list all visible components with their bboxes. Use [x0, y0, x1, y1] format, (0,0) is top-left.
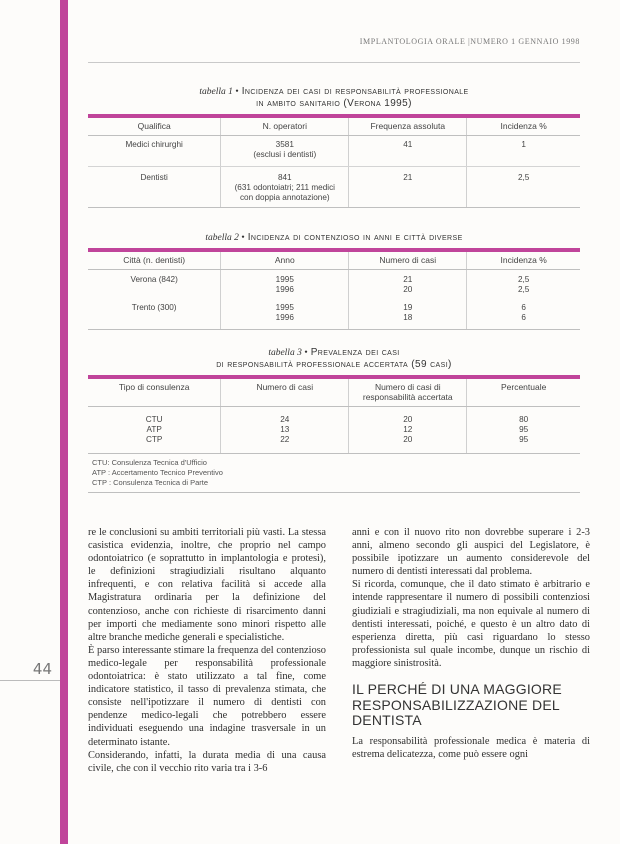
paragraph: È parso interessante stimare la frequenza del contenzioso medico-legale per responsabilità professionale odontoiatrica: è stato utilizzato a tal fine, come indicatore statistico, il tasso di prevalenza stimata, che consiste nell'ipotizzare il numero di dentisti con pendenze medico-legali che potrebbero essere individuati eseguendo una indagine trasversale in un determinato istante. — [88, 644, 326, 748]
table-3 — [88, 347, 580, 493]
table-1 — [88, 86, 580, 208]
table-row: Verona (842) 1995 1996 21 20 2,5 2,5 — [88, 270, 580, 298]
column-header: Anno — [221, 252, 349, 270]
table-header-row — [88, 118, 580, 136]
table-header-row — [88, 252, 580, 270]
table-1-bottom-rule — [88, 207, 580, 208]
table-header-row — [88, 379, 580, 407]
table-1-grid — [88, 118, 580, 207]
column-header: Numero di casi — [349, 252, 467, 270]
table-row: CTU ATP CTP 24 13 22 20 12 20 80 95 95 — [88, 407, 580, 454]
paragraph: re le conclusioni su ambiti territoriali più vasti. La stessa casistica evidenzia, inoltre, che proprio nel campo odontoiatrico (e soprattutto in implantologia e protesi), le definizioni stragiudiziali risultano alquanto infrequenti, e con relativa facilità si accede alla Magistratura ordinaria per la definizione del contenzioso, anche con richieste di risarcimento danni per importi che mediamente sono minori rispetto alle altre branche mediche generali e specialistiche. — [88, 527, 326, 643]
body-column-left — [88, 526, 326, 775]
table-2-bottom-rule — [88, 329, 580, 330]
table-2-caption: tabella 2 • Incidenza di contenzioso in anni e città diverse — [205, 232, 463, 243]
column-header: Città (n. dentisti) — [88, 252, 221, 270]
page-accent-bar — [60, 0, 68, 844]
page-number-rule — [0, 680, 60, 681]
column-header: Qualifica — [88, 118, 221, 136]
page-number: 44 — [32, 660, 52, 678]
section-title: IL PERCHÉ DI UNA MAGGIORE RESPONSABILIZZAZIONE DEL DENTISTA — [352, 681, 562, 729]
running-head: IMPLANTOLOGIA ORALE |NUMERO 1 GENNAIO 1998 — [359, 37, 580, 46]
table-3-grid — [88, 379, 580, 453]
paragraph: Considerando, infatti, la durata media di una causa civile, che con il vecchio rito varia tra i 3-6 — [88, 749, 326, 774]
table-row: Trento (300) 1995 1996 19 18 6 6 — [88, 297, 580, 329]
body-column-right — [352, 526, 590, 761]
table-row: Medici chirurghi 3581 (esclusi i dentisti) 41 1 — [88, 136, 580, 167]
table-row: Dentisti 841 (631 odontoiatri; 211 medici con doppia annotazione) 21 2,5 — [88, 167, 580, 208]
paragraph: anni e con il nuovo rito non dovrebbe superare i 2-3 anni, almeno secondo gli auspici del Legislatore, è possibile ipotizzare un aumento considerevole del numero di dentisti interessati dal problema. — [352, 527, 590, 578]
column-header: Frequenza assoluta — [349, 118, 467, 136]
column-header: Tipo di consulenza — [88, 379, 221, 407]
paragraph: Si ricorda, comunque, che il dato stimato è arbitrario e intende rappresentare il numero di possibili contenziosi giudiziali e stragiudiziali, ma non equivale al numero di dentisti interessati, poiché, e questo è un altro dato di esperienza diretta, più casi riguardano lo stesso professionista sul quale incombe, dunque un rischio di maggiore sinistrosità. — [352, 579, 590, 669]
table-3-notes: CTU: Consulenza Tecnica d'Ufficio ATP : Accertamento Tecnico Preventivo CTP : Consulenza Tecnica di Parte — [92, 458, 223, 487]
column-header: Numero di casi di responsabilità accertata — [349, 379, 467, 407]
column-header: Percentuale — [467, 379, 580, 407]
table-3-bottom-rule — [88, 492, 580, 493]
table-2 — [88, 232, 580, 330]
paragraph: La responsabilità professionale medica è materia di estrema delicatezza, come può essere ogni — [352, 735, 590, 760]
column-header: Incidenza % — [467, 252, 580, 270]
header-rule — [88, 62, 580, 63]
table-2-grid — [88, 252, 580, 329]
column-header: Numero di casi — [221, 379, 349, 407]
table-1-caption: tabella 1 • Incidenza dei casi di responsabilità professionale in ambito sanitario (Verona 1995) — [199, 86, 469, 109]
column-header: Incidenza % — [467, 118, 580, 136]
table-3-caption: tabella 3 • Prevalenza dei casi di responsabilità professionale accertata (59 casi) — [216, 347, 452, 370]
column-header: N. operatori — [221, 118, 349, 136]
